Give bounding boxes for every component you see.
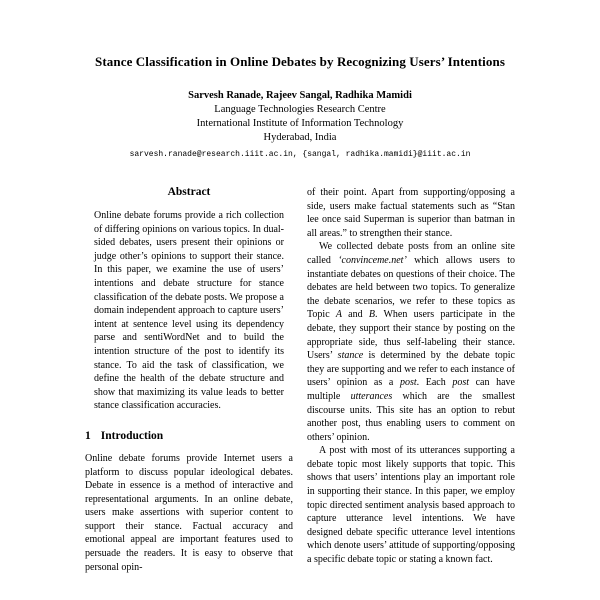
left-column bbox=[85, 186, 293, 574]
affiliation-line-2: International Institute of Information Technology bbox=[196, 118, 404, 129]
author-emails: sarvesh.ranade@research.iiit.ac.in, {sangal, radhika.mamidi}@iiit.ac.in bbox=[129, 150, 471, 159]
abstract-text: Online debate forums provide a rich collection of differing opinions on various topics. In dual-sided debates, users present their opinions or judge other’s opinions to support their stance. In this paper, we examine the use of users’ intentions and debate structure for stance classification of the debate posts. We propose a domain independent approach to capture users’ intent at sentence level using its dependency parse and sentiWordNet and to build the intention structure of the post to identify its stance. To aid the task of classification, we define the health of the debate structure and show that maximizing its value leads to better stance classification accuracies. bbox=[94, 210, 284, 412]
affiliation-line-3: Hyderabad, India bbox=[263, 132, 337, 143]
section-title: Introduction bbox=[100, 429, 164, 442]
paper-paragraph: of their point. Apart from supporting/opposing a side, users make factual statements such as “Stan lee once said Superman is superior than batman in all areas.” to strengthen their stance. bbox=[307, 187, 515, 239]
introduction-paragraph: Online debate forums provide Internet users a platform to discuss popular ideological debates. Debate in essence is a method of interactive and representational arguments. In an online debate, users make assertions with superior content to support their stance. Factual accuracy and emotional appeal are important features used to persuade the readers. It is easy to observe that personal opin- bbox=[85, 452, 293, 573]
two-column-body bbox=[85, 186, 515, 574]
paper-title: Stance Classification in Online Debates by Recognizing Users’ Intentions bbox=[95, 54, 505, 69]
paper-paragraph: We collected debate posts from an online site called ‘convinceme.net’ which allows users to instantiate debates on questions of their choice. The debates are held between two topics. To generalize the debate scenarios, we refer to these topics as Topic A and B. When users participate in the debate, they support their stance by posting on the appropriate side, thus self-labeling their stance. Users’ stance is determined by the debate topic they are supporting and we refer to each instance of users’ opinion as a post. Each post can have multiple utterances which are the smallest discourse units. This site has an option to rebut another post, thus enabling users to comment on others’ opinion. bbox=[307, 241, 515, 443]
abstract-heading: Abstract bbox=[167, 186, 211, 198]
section-number: 1 bbox=[85, 429, 91, 442]
section-heading-introduction bbox=[85, 430, 293, 442]
paper-paragraph: A post with most of its utterances supporting a debate topic most likely supports that topic. This shows that users’ intentions play an important role in supporting their stance. In this paper, we employ topic directed sentiment analysis based approach to capture utterance level intentions. We have designed debate specific utterance level intentions which denote users’ attitude of supporting/opposing a specific debate topic or stating a known fact. bbox=[307, 445, 515, 566]
affiliation-line-1: Language Technologies Research Centre bbox=[214, 104, 386, 115]
right-column bbox=[307, 186, 515, 574]
paper-authors: Sarvesh Ranade, Rajeev Sangal, Radhika Mamidi bbox=[188, 90, 412, 101]
